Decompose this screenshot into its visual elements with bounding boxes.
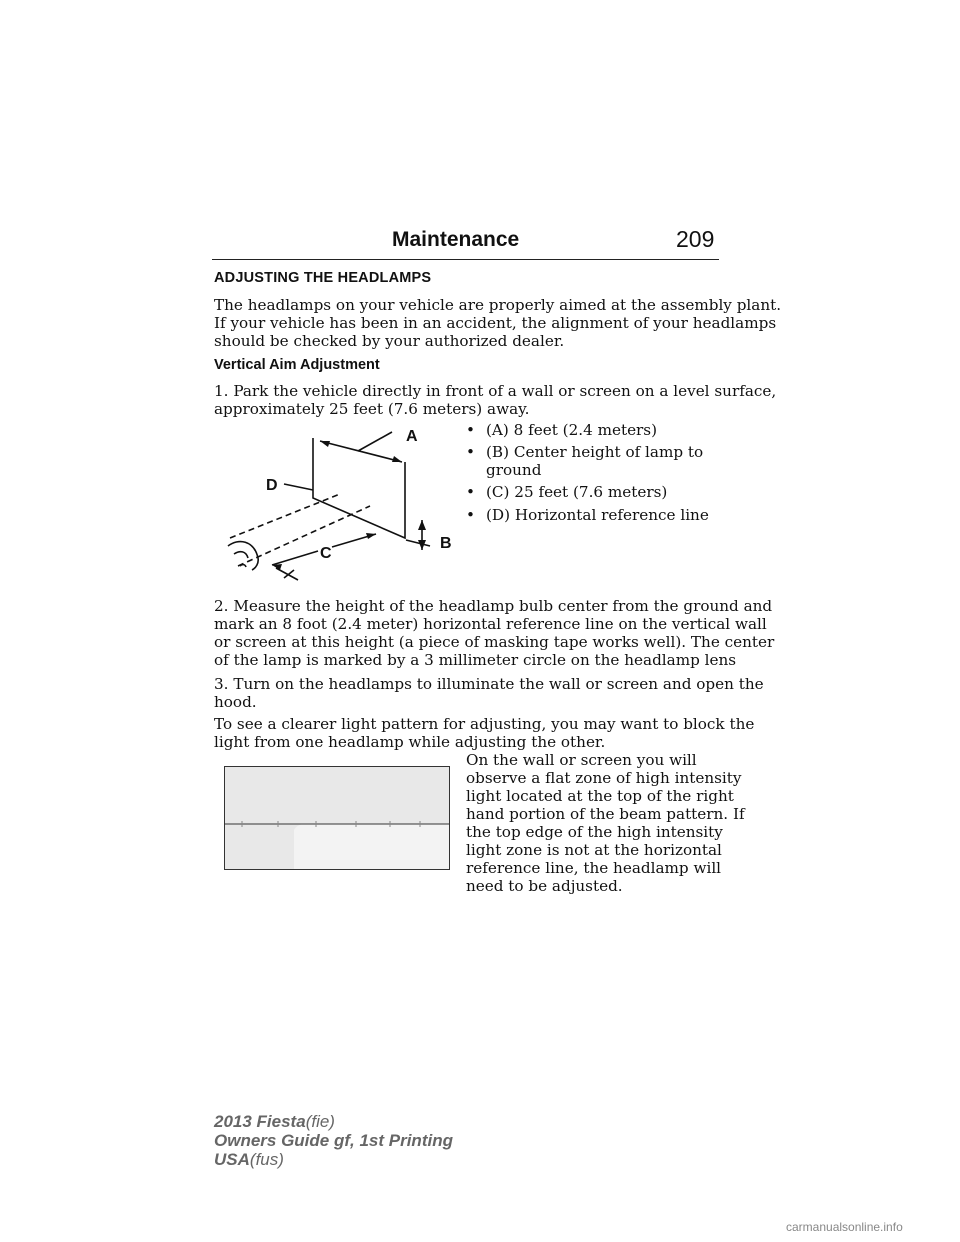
intro-line: If your vehicle has been in an accident, the alignment of your headlamps xyxy=(214,314,777,332)
wall-line: reference line, the headlamp will xyxy=(466,859,722,877)
legend-item-a xyxy=(466,421,657,439)
tip-line: light from one headlamp while adjusting the other. xyxy=(214,733,606,751)
tip-paragraph xyxy=(214,715,754,751)
document-footer xyxy=(214,1112,453,1169)
intro-line: should be checked by your authorized dealer. xyxy=(214,332,565,350)
legend-text: (A) 8 feet (2.4 meters) xyxy=(486,421,658,439)
dimension-c-tick xyxy=(276,568,298,580)
step-3-line: 3. Turn on the headlamps to illuminate the wall or screen and open the xyxy=(214,675,764,693)
diagram-label-c: C xyxy=(320,545,332,562)
tip-line: To see a clearer light pattern for adjusting, you may want to block the xyxy=(214,715,755,733)
headlamp-icon xyxy=(228,542,258,570)
wall-line: light located at the top of the right xyxy=(466,787,734,805)
footer-market-code: (fus) xyxy=(249,1150,284,1169)
headlamp-icon xyxy=(240,565,246,567)
footer-market: USA xyxy=(214,1150,250,1169)
step-1-paragraph xyxy=(214,382,776,418)
step-2-paragraph xyxy=(214,597,774,669)
dimension-c-line-left xyxy=(272,551,318,565)
bullet-glyph: • xyxy=(466,421,475,439)
legend-text: (B) Center height of lamp to xyxy=(486,443,704,461)
wall-observation-paragraph xyxy=(466,751,745,895)
wall-line: the top edge of the high intensity xyxy=(466,823,723,841)
step-1-line: 1. Park the vehicle directly in front of a wall or screen on a level surface, xyxy=(214,382,777,400)
arrowhead-icon xyxy=(392,456,402,462)
diagram-label-d: D xyxy=(266,477,278,494)
legend-text: (C) 25 feet (7.6 meters) xyxy=(486,483,668,501)
watermark: carmanualsonline.info xyxy=(786,1220,903,1234)
high-intensity-zone xyxy=(294,824,449,869)
step-2-line: 2. Measure the height of the headlamp bulb center from the ground and xyxy=(214,597,773,615)
headlamp-aim-diagram xyxy=(210,418,460,588)
bullet-glyph: • xyxy=(466,443,475,461)
legend-item-c xyxy=(466,483,667,501)
step-2-line: mark an 8 foot (2.4 meter) horizontal reference line on the vertical wall xyxy=(214,615,767,633)
footer-model-code: (fie) xyxy=(305,1112,335,1131)
beam-pattern-illustration xyxy=(224,766,450,870)
page-number: 209 xyxy=(676,226,715,252)
diagram-label-a: A xyxy=(406,428,418,445)
label-a-leader xyxy=(358,432,392,451)
subsection-heading: Vertical Aim Adjustment xyxy=(214,357,380,373)
wall-line: light zone is not at the horizontal xyxy=(466,841,722,859)
dimension-b-tick xyxy=(406,540,430,546)
legend-item-d xyxy=(466,506,709,524)
label-d-leader xyxy=(284,484,313,490)
step-2-line: or screen at this height (a piece of masking tape works well). The center xyxy=(214,633,775,651)
step-2-line: of the lamp is marked by a 3 millimeter circle on the headlamp lens xyxy=(214,651,737,669)
intro-paragraph xyxy=(214,296,781,350)
wall-line: On the wall or screen you will xyxy=(466,751,697,769)
intro-line: The headlamps on your vehicle are properly aimed at the assembly plant. xyxy=(214,296,782,314)
step-3-paragraph xyxy=(214,675,764,711)
footer-printing: Owners Guide gf, 1st Printing xyxy=(214,1131,453,1150)
legend-text: (D) Horizontal reference line xyxy=(486,506,709,524)
arrowhead-icon xyxy=(320,441,330,447)
wall-line: hand portion of the beam pattern. If xyxy=(466,805,745,823)
bullet-glyph: • xyxy=(466,506,475,524)
wall-line: observe a flat zone of high intensity xyxy=(466,769,742,787)
wall-line: need to be adjusted. xyxy=(466,877,623,895)
legend-text: ground xyxy=(486,461,542,479)
legend-item-b xyxy=(466,443,703,479)
step-3-line: hood. xyxy=(214,693,257,711)
bullet-glyph: • xyxy=(466,483,475,501)
beam-line-upper xyxy=(230,494,340,538)
section-heading: ADJUSTING THE HEADLAMPS xyxy=(214,270,432,286)
wall-outline xyxy=(313,438,405,538)
step-1-line: approximately 25 feet (7.6 meters) away. xyxy=(214,400,530,418)
arrow-up-icon xyxy=(418,520,426,530)
dimension-a-line xyxy=(320,441,402,462)
header-divider xyxy=(212,259,719,260)
diagram-label-b: B xyxy=(440,535,452,552)
footer-model: 2013 Fiesta xyxy=(214,1112,306,1131)
arrowhead-icon xyxy=(366,533,376,539)
headlamp-icon xyxy=(234,552,248,558)
page-header-title: Maintenance xyxy=(392,228,520,251)
